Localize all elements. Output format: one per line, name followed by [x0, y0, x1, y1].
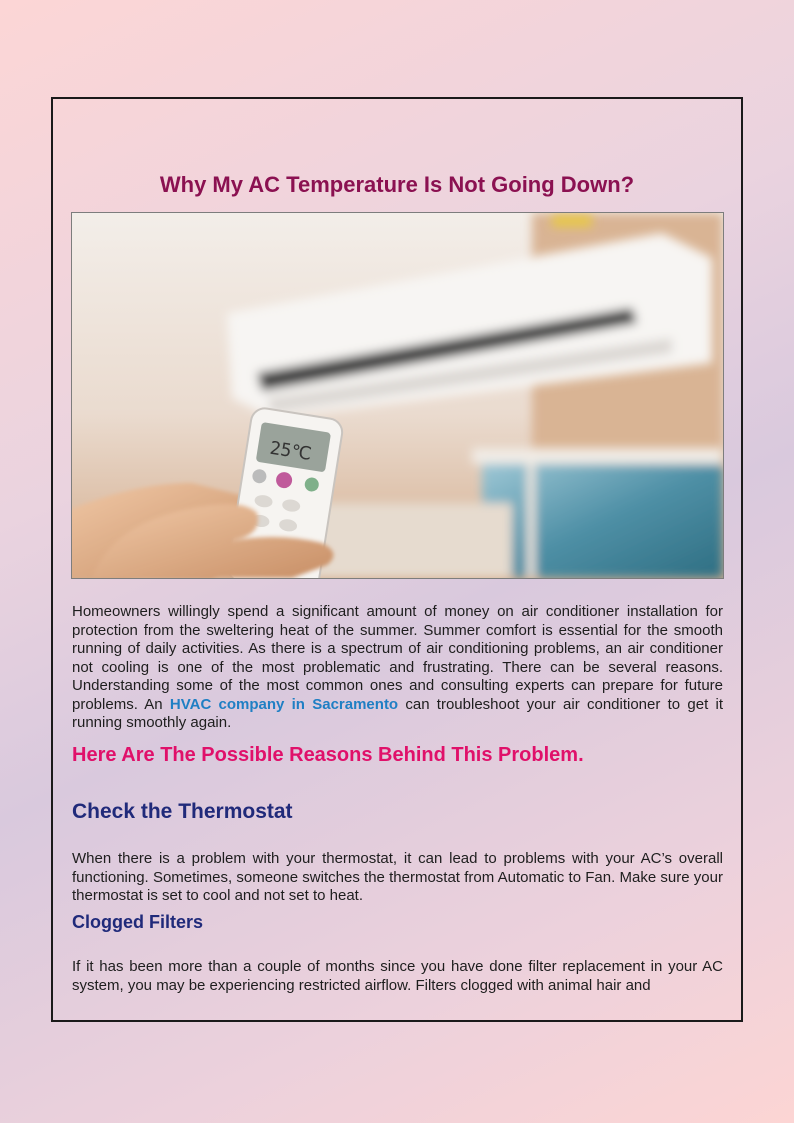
filters-heading: Clogged Filters — [72, 912, 204, 932]
intro-text-1: Homeowners willingly spend a significant amount of money on air conditioner installation for protection from the sweltering heat of the summer. Summer comfort is essential for the smooth running of daily activities. As there is a spectrum of air conditioning problems, an air conditioner not cooling is one of the most problematic and frustrating. There can be several reasons. Understanding some of the most common ones and consulting experts can prepare for future problems. An — [72, 603, 723, 713]
thermostat-heading: Check the Thermostat — [72, 800, 293, 823]
ac-remote-photo — [71, 212, 724, 579]
reasons-heading: Here Are The Possible Reasons Behind This Problem. — [72, 744, 584, 766]
remote-temperature-display: 25℃ — [268, 437, 313, 465]
hvac-company-link[interactable]: HVAC company in Sacramento — [169, 695, 399, 713]
article-title: Why My AC Temperature Is Not Going Down? — [159, 172, 635, 197]
filters-paragraph: If it has been more than a couple of months since you have done filter replacement in your AC system, you may be experiencing restricted airflow. Filters clogged with animal hair and — [72, 958, 723, 994]
thermostat-paragraph: When there is a problem with your thermostat, it can lead to problems with your AC’s overall functioning. Sometimes, someone switches the thermostat from Automatic to Fan. Make sure your thermostat is set to cool and not set to heat. — [72, 850, 723, 904]
intro-text-2: can troubleshoot your air conditioner to get it running smoothly again. — [72, 695, 723, 731]
intro-paragraph — [72, 603, 723, 733]
